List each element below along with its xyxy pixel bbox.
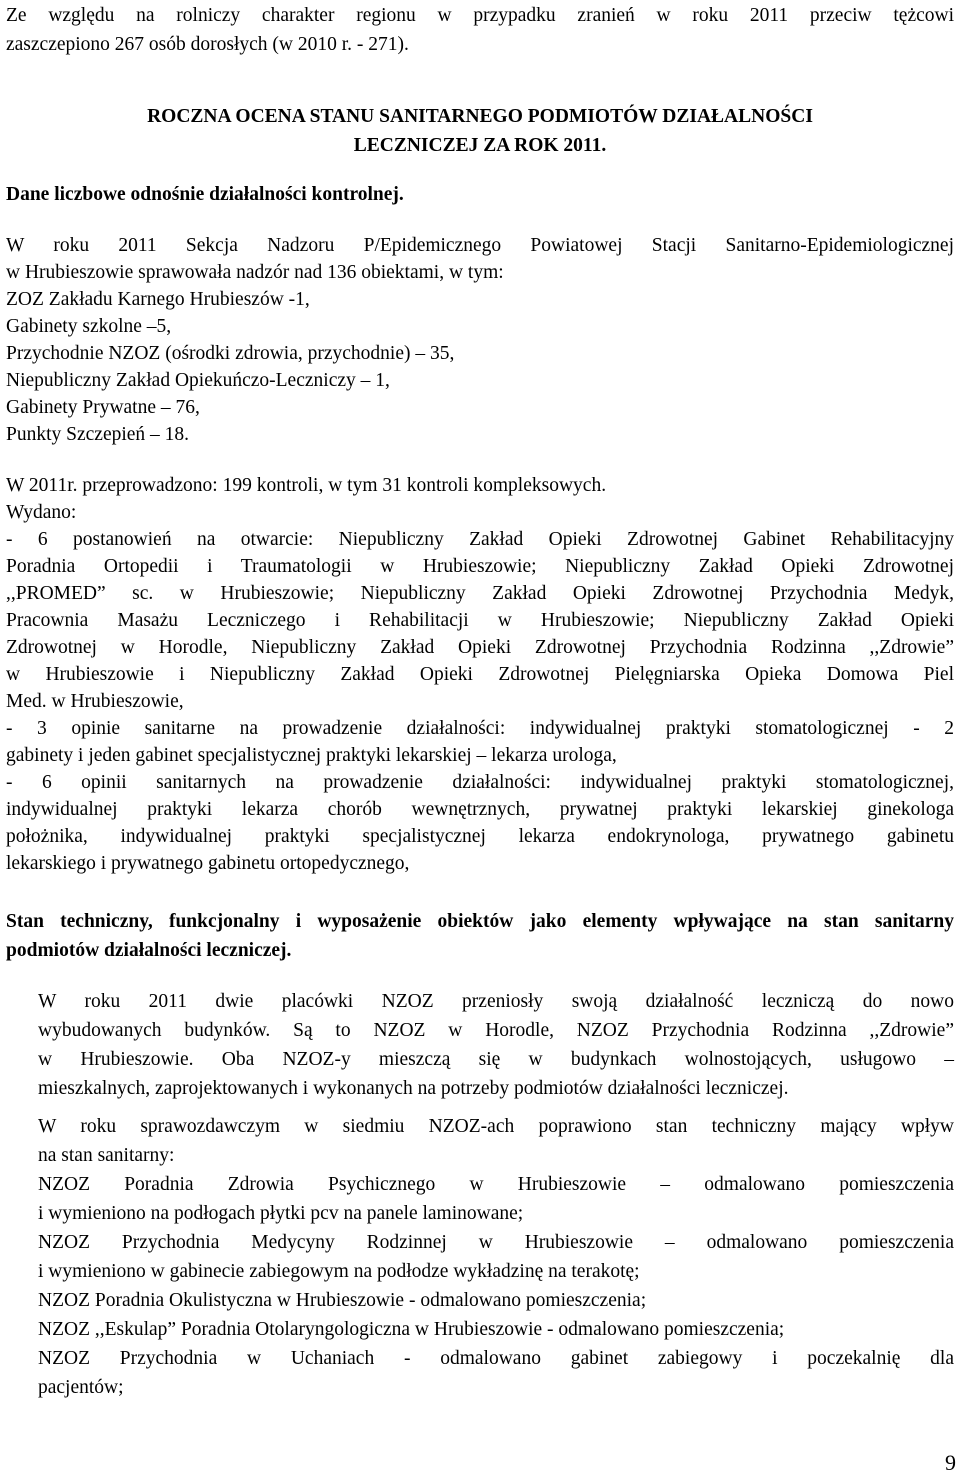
issued-label: Wydano: [6, 502, 77, 523]
controls-paragraph [6, 472, 954, 877]
improvement-line: NZOZ Przychodnia Medycyny Rodzinnej w Hrubieszowie – odmalowano pomieszczenia [38, 1232, 954, 1253]
supervision-line: w Hrubieszowie sprawowała nadzór nad 136 obiektami, w tym: [6, 262, 504, 283]
issued-line: indywidualnej praktyki lekarza chorób wewnętrznych, prywatnej praktyki lekarskiej ginekologa [6, 799, 954, 820]
issued-line: - 6 postanowień na otwarcie: Niepubliczny Zakład Opieki Zdrowotnej Gabinet Rehabilitacyjny [6, 529, 954, 550]
supervision-paragraph [6, 232, 954, 448]
tech-heading [6, 907, 954, 965]
intro-line: Ze względu na rolniczy charakter regionu w przypadku zranień w roku 2011 przeciw tężcowi [6, 5, 954, 26]
section-title [0, 102, 960, 160]
improvement-line: NZOZ Poradnia Zdrowia Psychicznego w Hrubieszowie – odmalowano pomieszczenia [38, 1174, 954, 1195]
supervision-line: Gabinety Prywatne – 76, [6, 397, 200, 418]
supervision-line: Niepubliczny Zakład Opiekuńczo-Leczniczy – 1, [6, 370, 390, 391]
supervision-line: Punkty Szczepień – 18. [6, 424, 190, 445]
supervision-line: W roku 2011 Sekcja Nadzoru P/Epidemicznego Powiatowej Stacji Sanitarno-Epidemiologicznej [6, 235, 954, 256]
issued-line: Pracownia Masażu Leczniczego i Rehabilitacji w Hrubieszowie; Niepubliczny Zakład Opieki [6, 610, 954, 631]
supervision-line: Przychodnie NZOZ (ośrodki zdrowia, przychodnie) – 35, [6, 343, 455, 364]
issued-line: - 6 opinii sanitarnych na prowadzenie działalności: indywidualnej praktyki stomatologicznej, [6, 772, 954, 793]
section-title-line: ROCZNA OCENA STANU SANITARNEGO PODMIOTÓW DZIAŁALNOŚCI [147, 106, 813, 127]
controls-line: W 2011r. przeprowadzono: 199 kontroli, w tym 31 kontroli kompleksowych. [6, 475, 607, 496]
issued-line: Poradnia Ortopedii i Traumatologii w Hrubieszowie; Niepubliczny Zakład Opieki Zdrowotnej [6, 556, 954, 577]
issued-line: położnika, indywidualnej praktyki specjalistycznej lekarza endokrynologa, prywatnego gabinetu [6, 826, 954, 847]
relocation-line: wybudowanych budynków. Są to NZOZ w Horodle, NZOZ Przychodnia Rodzinna ,,Zdrowie” [38, 1020, 954, 1041]
relocation-paragraph [38, 987, 954, 1103]
improvement-line: na stan sanitarny: [38, 1145, 175, 1166]
relocation-line: W roku 2011 dwie placówki NZOZ przeniosły swoją działalność leczniczą do nowo [38, 991, 954, 1012]
improvement-line: i wymieniono w gabinecie zabiegowym na podłodze wykładzinę na terakotę; [38, 1261, 640, 1282]
improvement-paragraph [38, 1112, 954, 1402]
relocation-line: w Hrubieszowie. Oba NZOZ-y mieszczą się w budynkach wolnostojących, usługowo – [38, 1049, 954, 1070]
tech-heading-line: podmiotów działalności leczniczej. [6, 940, 292, 961]
issued-line: Med. w Hrubieszowie, [6, 691, 184, 712]
relocation-line: mieszkalnych, zaprojektowanych i wykonanych na potrzeby podmiotów działalności leczniczej. [38, 1078, 789, 1099]
section-title-line: LECZNICZEJ ZA ROK 2011. [353, 135, 607, 156]
supervision-line: Gabinety szkolne –5, [6, 316, 172, 337]
issued-line: Zdrowotnej w Horodle, Niepubliczny Zakład Opieki Zdrowotnej Przychodnia Rodzinna ,,Zdrowie” [6, 637, 954, 658]
intro-line: zaszczepiono 267 osób dorosłych (w 2010 r. - 271). [6, 34, 409, 55]
issued-line: gabinety i jeden gabinet specjalistycznej praktyki lekarskiej – lekarza urologa, [6, 745, 617, 766]
improvement-line: pacjentów; [38, 1377, 124, 1398]
issued-line: - 3 opinie sanitarne na prowadzenie działalności: indywidualnej praktyki stomatologicznej - 2 [6, 718, 954, 739]
improvement-line: NZOZ Przychodnia w Uchaniach - odmalowano gabinet zabiegowy i poczekalnię dla [38, 1348, 954, 1369]
improvement-line: NZOZ Poradnia Okulistyczna w Hrubieszowie - odmalowano pomieszczenia; [38, 1290, 647, 1311]
supervision-line: ZOZ Zakładu Karnego Hrubieszów -1, [6, 289, 310, 310]
intro-paragraph [6, 1, 954, 59]
improvement-line: NZOZ ,,Eskulap” Poradnia Otolaryngologiczna w Hrubieszowie - odmalowano pomieszczenia; [38, 1319, 785, 1340]
improvement-line: i wymieniono na podłogach płytki pcv na panele laminowane; [38, 1203, 524, 1224]
tech-heading-line: Stan techniczny, funkcjonalny i wyposażenie obiektów jako elementy wpływające na stan sanitarny [6, 911, 954, 932]
improvement-line: W roku sprawozdawczym w siedmiu NZOZ-ach poprawiono stan techniczny mający wpływ [38, 1116, 954, 1137]
page-number: 9 [945, 1450, 956, 1475]
issued-line: ,,PROMED” sc. w Hrubieszowie; Niepubliczny Zakład Opieki Zdrowotnej Przychodnia Medyk, [6, 583, 954, 604]
issued-line: w Hrubieszowie i Niepubliczny Zakład Opieki Zdrowotnej Pielęgniarska Opieka Domowa Piel [6, 664, 954, 685]
issued-line: lekarskiego i prywatnego gabinetu ortopedycznego, [6, 853, 410, 874]
subheading: Dane liczbowe odnośnie działalności kontrolnej. [6, 184, 404, 205]
